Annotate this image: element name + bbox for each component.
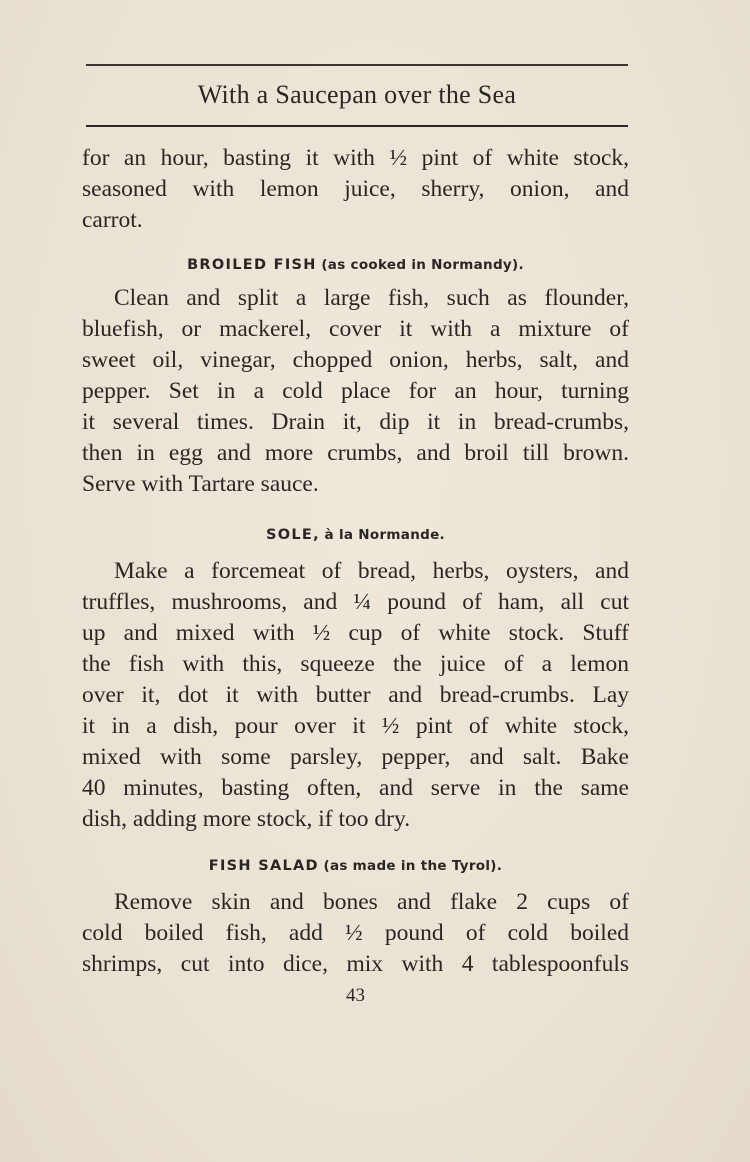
text-line: Clean and split a large fish, such as flounder, [114,285,629,311]
text-line: for an hour, basting it with ½ pint of white stock, [82,145,629,171]
running-head: With a Saucepan over the Sea [197,80,517,109]
recipe-title: FISH SALAD [208,858,319,874]
text-line: truffles, mushrooms, and ¼ pound of ham, all cut [82,589,629,615]
text-line: sweet oil, vinegar, chopped onion, herbs, salt, and [82,347,629,373]
continuation-paragraph [82,143,629,236]
text-line: pepper. Set in a cold place for an hour, turning [82,378,629,404]
text-line: cold boiled fish, add ½ pound of cold boiled [82,920,629,946]
top-rule [86,64,628,66]
text-line: then in egg and more crumbs, and broil till brown. [82,440,629,466]
recipe-body-fish-salad [82,887,629,980]
text-line: mixed with some parsley, pepper, and salt. Bake [82,744,629,770]
text-line: Serve with Tartare sauce. [82,471,319,497]
text-line: shrimps, cut into dice, mix with 4 tablespoonfuls [82,951,629,977]
recipe-heading-broiled-fish [82,257,629,273]
text-line: bluefish, or mackerel, cover it with a mixture of [82,316,629,342]
recipe-subtitle: à la Normande. [324,527,445,543]
recipe-subtitle: (as made in the Tyrol). [323,858,503,874]
text-line: Make a forcemeat of bread, herbs, oysters, and [114,558,629,584]
text-line: it in a dish, pour over it ½ pint of white stock, [82,713,629,739]
text-line: seasoned with lemon juice, sherry, onion, and [82,176,629,202]
text-line: over it, dot it with butter and bread-crumbs. Lay [82,682,629,708]
recipe-body-sole [82,556,629,835]
page-number: 43 [346,985,365,1006]
text-line: the fish with this, squeeze the juice of a lemon [82,651,629,677]
text-line: it several times. Drain it, dip it in bread-crumbs, [82,409,629,435]
text-line: dish, adding more stock, if too dry. [82,806,411,832]
recipe-title: SOLE, [266,527,320,543]
recipe-body-broiled-fish [82,283,629,500]
recipe-heading-sole [82,527,629,543]
text-line: 40 minutes, basting often, and serve in the same [82,775,629,801]
header-rule [86,125,628,127]
recipe-title: BROILED FISH [187,257,317,273]
recipe-heading-fish-salad [82,858,629,874]
text-line: up and mixed with ½ cup of white stock. Stuff [82,620,629,646]
text-line: carrot. [82,207,143,233]
text-line: Remove skin and bones and flake 2 cups of [114,889,629,915]
recipe-subtitle: (as cooked in Normandy). [321,257,524,273]
